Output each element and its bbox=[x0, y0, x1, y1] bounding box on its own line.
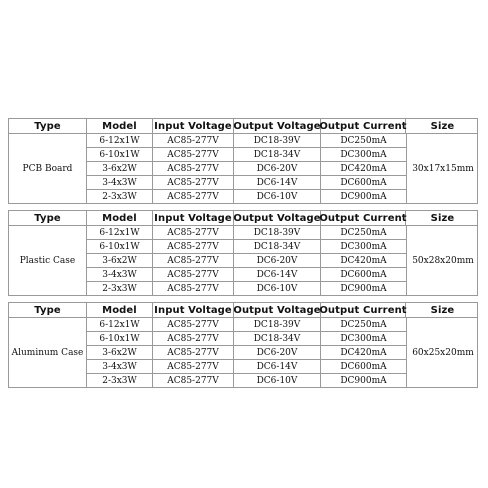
output-current-cell: DC250mA bbox=[340, 135, 387, 146]
output-current-cell: DC420mA bbox=[340, 347, 387, 358]
table-block-plastic-case bbox=[8, 210, 478, 296]
output-voltage-cell: DC6-20V bbox=[234, 162, 321, 175]
table-header-row bbox=[9, 303, 477, 317]
output-current-cell: DC900mA bbox=[340, 191, 387, 202]
table-row bbox=[87, 345, 406, 359]
output-current-cell: DC250mA bbox=[340, 319, 387, 330]
model-cell: 6-10x1W bbox=[87, 148, 153, 161]
table-row bbox=[87, 318, 406, 331]
output-current-cell: DC420mA bbox=[340, 255, 387, 266]
size-cell: 50x28x20mm bbox=[406, 226, 479, 295]
table-row bbox=[87, 226, 406, 239]
output-voltage-cell: DC6-14V bbox=[234, 176, 321, 189]
header-type: Type bbox=[9, 303, 87, 317]
header-output-current: Output Current bbox=[319, 212, 407, 224]
model-cell: 3-6x2W bbox=[87, 162, 153, 175]
table-row bbox=[87, 281, 406, 295]
model-cell: 6-10x1W bbox=[87, 332, 153, 345]
type-cell: PCB Board bbox=[9, 134, 87, 203]
model-cell: 6-12x1W bbox=[87, 318, 153, 331]
header-input-voltage: Input Voltage bbox=[153, 119, 234, 133]
model-cell: 3-6x2W bbox=[87, 346, 153, 359]
type-cell: Plastic Case bbox=[9, 226, 87, 295]
table-row bbox=[87, 239, 406, 253]
header-type: Type bbox=[9, 119, 87, 133]
header-input-voltage: Input Voltage bbox=[153, 211, 234, 225]
table-body bbox=[9, 133, 477, 203]
header-output-voltage: Output Voltage bbox=[233, 120, 321, 132]
input-voltage-cell: AC85-277V bbox=[153, 176, 234, 189]
model-cell: 6-10x1W bbox=[87, 240, 153, 253]
output-current-cell: DC600mA bbox=[340, 269, 387, 280]
table-row bbox=[87, 189, 406, 203]
output-voltage-cell: DC6-20V bbox=[234, 346, 321, 359]
table-row bbox=[87, 359, 406, 373]
input-voltage-cell: AC85-277V bbox=[153, 134, 234, 147]
output-voltage-cell: DC18-34V bbox=[234, 148, 321, 161]
table-header-row bbox=[9, 211, 477, 225]
size-cell: 60x25x20mm bbox=[406, 318, 479, 387]
model-cell: 3-4x3W bbox=[87, 360, 153, 373]
output-current-cell: DC600mA bbox=[340, 177, 387, 188]
table-body bbox=[9, 225, 477, 295]
input-voltage-cell: AC85-277V bbox=[153, 282, 234, 295]
header-model: Model bbox=[87, 119, 153, 133]
header-output-voltage: Output Voltage bbox=[233, 304, 321, 316]
output-current-cell: DC600mA bbox=[340, 361, 387, 372]
input-voltage-cell: AC85-277V bbox=[153, 190, 234, 203]
model-cell: 2-3x3W bbox=[87, 374, 153, 387]
spec-table bbox=[8, 118, 478, 388]
table-row bbox=[87, 161, 406, 175]
header-type: Type bbox=[9, 211, 87, 225]
table-row bbox=[87, 267, 406, 281]
input-voltage-cell: AC85-277V bbox=[153, 254, 234, 267]
header-output-voltage: Output Voltage bbox=[233, 212, 321, 224]
input-voltage-cell: AC85-277V bbox=[153, 374, 234, 387]
input-voltage-cell: AC85-277V bbox=[153, 226, 234, 239]
type-cell: Aluminum Case bbox=[9, 318, 87, 387]
output-current-cell: DC900mA bbox=[340, 283, 387, 294]
output-current-cell: DC300mA bbox=[340, 333, 387, 344]
input-voltage-cell: AC85-277V bbox=[153, 318, 234, 331]
header-size: Size bbox=[430, 212, 455, 224]
table-body bbox=[9, 317, 477, 387]
model-rows bbox=[87, 134, 406, 203]
output-voltage-cell: DC6-10V bbox=[234, 190, 321, 203]
table-row bbox=[87, 253, 406, 267]
input-voltage-cell: AC85-277V bbox=[153, 148, 234, 161]
model-cell: 6-12x1W bbox=[87, 226, 153, 239]
output-voltage-cell: DC18-34V bbox=[234, 332, 321, 345]
model-cell: 3-6x2W bbox=[87, 254, 153, 267]
output-voltage-cell: DC6-14V bbox=[234, 268, 321, 281]
input-voltage-cell: AC85-277V bbox=[153, 360, 234, 373]
header-output-current: Output Current bbox=[319, 120, 407, 132]
header-model: Model bbox=[87, 303, 153, 317]
input-voltage-cell: AC85-277V bbox=[153, 162, 234, 175]
table-block-pcb-board bbox=[8, 118, 478, 204]
header-output-current: Output Current bbox=[319, 304, 407, 316]
model-cell: 2-3x3W bbox=[87, 190, 153, 203]
output-current-cell: DC900mA bbox=[340, 375, 387, 386]
input-voltage-cell: AC85-277V bbox=[153, 332, 234, 345]
table-header-row bbox=[9, 119, 477, 133]
output-current-cell: DC300mA bbox=[340, 149, 387, 160]
output-current-cell: DC300mA bbox=[340, 241, 387, 252]
table-row bbox=[87, 331, 406, 345]
table-row bbox=[87, 175, 406, 189]
table-row bbox=[87, 373, 406, 387]
model-cell: 2-3x3W bbox=[87, 282, 153, 295]
output-voltage-cell: DC6-14V bbox=[234, 360, 321, 373]
output-current-cell: DC250mA bbox=[340, 227, 387, 238]
header-size: Size bbox=[430, 120, 455, 132]
model-rows bbox=[87, 226, 406, 295]
output-voltage-cell: DC6-10V bbox=[234, 374, 321, 387]
input-voltage-cell: AC85-277V bbox=[153, 268, 234, 281]
output-current-cell: DC420mA bbox=[340, 163, 387, 174]
model-rows bbox=[87, 318, 406, 387]
header-size: Size bbox=[430, 304, 455, 316]
model-cell: 3-4x3W bbox=[87, 268, 153, 281]
model-cell: 6-12x1W bbox=[87, 134, 153, 147]
input-voltage-cell: AC85-277V bbox=[153, 346, 234, 359]
output-voltage-cell: DC18-39V bbox=[234, 226, 321, 239]
output-voltage-cell: DC18-34V bbox=[234, 240, 321, 253]
table-block-aluminum-case bbox=[8, 302, 478, 388]
input-voltage-cell: AC85-277V bbox=[153, 240, 234, 253]
table-row bbox=[87, 134, 406, 147]
output-voltage-cell: DC6-10V bbox=[234, 282, 321, 295]
header-input-voltage: Input Voltage bbox=[153, 303, 234, 317]
model-cell: 3-4x3W bbox=[87, 176, 153, 189]
table-row bbox=[87, 147, 406, 161]
header-model: Model bbox=[87, 211, 153, 225]
output-voltage-cell: DC6-20V bbox=[234, 254, 321, 267]
output-voltage-cell: DC18-39V bbox=[234, 318, 321, 331]
size-cell: 30x17x15mm bbox=[406, 134, 479, 203]
output-voltage-cell: DC18-39V bbox=[234, 134, 321, 147]
